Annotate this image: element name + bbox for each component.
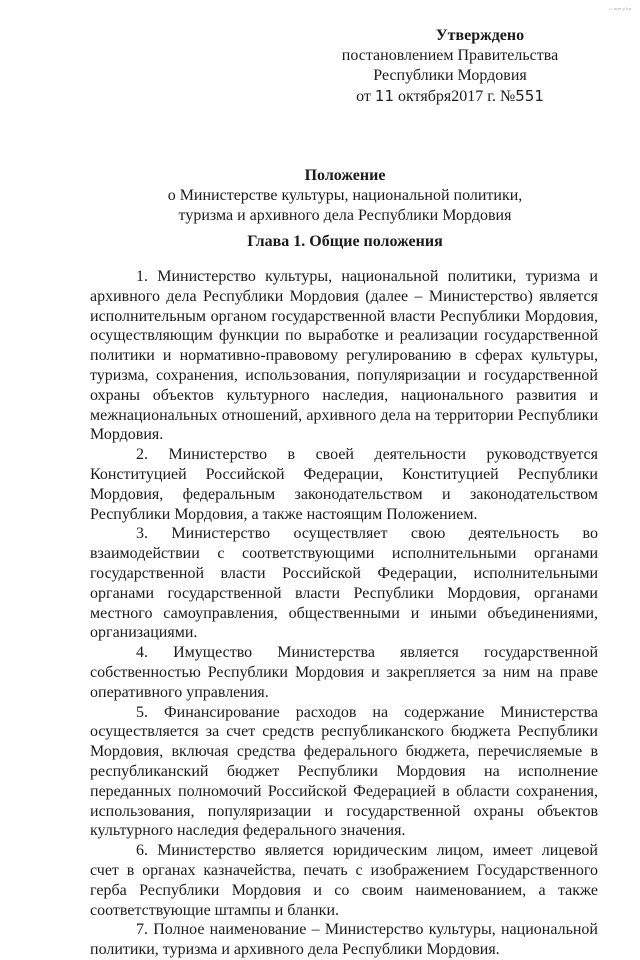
paragraph-2: 2. Министерство в своей деятельности руководствуется Конституцией Российской Федерации, Конституцией Республики Мордовия, федеральным законодательством и законодательством Республики Мордовия, а также настоящим Положением. [90,446,598,523]
document-body [90,267,598,960]
document-title-block [95,166,595,226]
paragraph-1: 1. Министерство культуры, национальной политики, туризма и архивного дела Республики Мордовия (далее – Министерство) является исполнительным органом государственной власти Республики Мордовия, осуществляющим функции по выработке и реализации государственной политики и нормативно-правовому регулированию в сферах культуры, туризма, сохранения, использования, популяризации и государственной охраны объектов культурного наследия, национального развития и межнациональных отношений, архивного дела на территории Республики Мордовия. [90,268,598,444]
approval-date-line [320,86,580,107]
approval-line-2: Республики Мордовия [373,67,527,84]
paragraph-7: 7. Полное наименование – Министерство культуры, национальной политики, туризма и архивного дела Республики Мордовия. [90,921,598,959]
date-prefix: от [356,88,371,105]
handwritten-number: 551 [515,87,544,105]
date-year: 2017 г. № [451,88,516,105]
approval-line-1: постановлением Правительства [341,47,559,64]
chapter-heading: Глава 1. Общие положения [247,233,443,250]
corner-stamp-mark: ~ᵐᵐᵖᵇᵖ [608,6,632,14]
approval-block [320,26,580,107]
document-title: Положение [304,167,386,184]
approval-heading: Утверждено [435,27,525,44]
paragraph-4: 4. Имущество Министерства является государственной собственностью Республики Мордовия и закрепляется за ним на праве оперативного управления. [90,644,598,701]
paragraph-5: 5. Финансирование расходов на содержание Министерства осуществляется за счет средств республиканского бюджета Республики Мордовия, включая средства федерального бюджета, перечисляемые в республиканский бюджет Республики Мордовия на исполнение переданных полномочий Российской Федерацией в области сохранения, использования, популяризации и государственной охраны объектов культурного наследия федерального значения. [90,703,598,840]
document-subtitle-line-2: туризма и архивного дела Республики Мордовия [178,207,512,224]
handwritten-day: 11 [374,87,394,105]
document-subtitle-line-1: о Министерстве культуры, национальной политики, [167,187,523,204]
date-month: октября [398,88,452,105]
paragraph-6: 6. Министерство является юридическим лицом, имеет лицевой счет в органах казначейства, печать с изображением Государственного герба Республики Мордовия и со своим наименованием, а также соответствующие штампы и бланки. [90,842,598,919]
paragraph-3: 3. Министерство осуществляет свою деятельность во взаимодействии с соответствующими исполнительными органами государственной власти Российской Федерации, исполнительными органами государственной власти Республики Мордовия, органами местного самоуправления, общественными и иными объединениями, организациями. [90,525,598,642]
